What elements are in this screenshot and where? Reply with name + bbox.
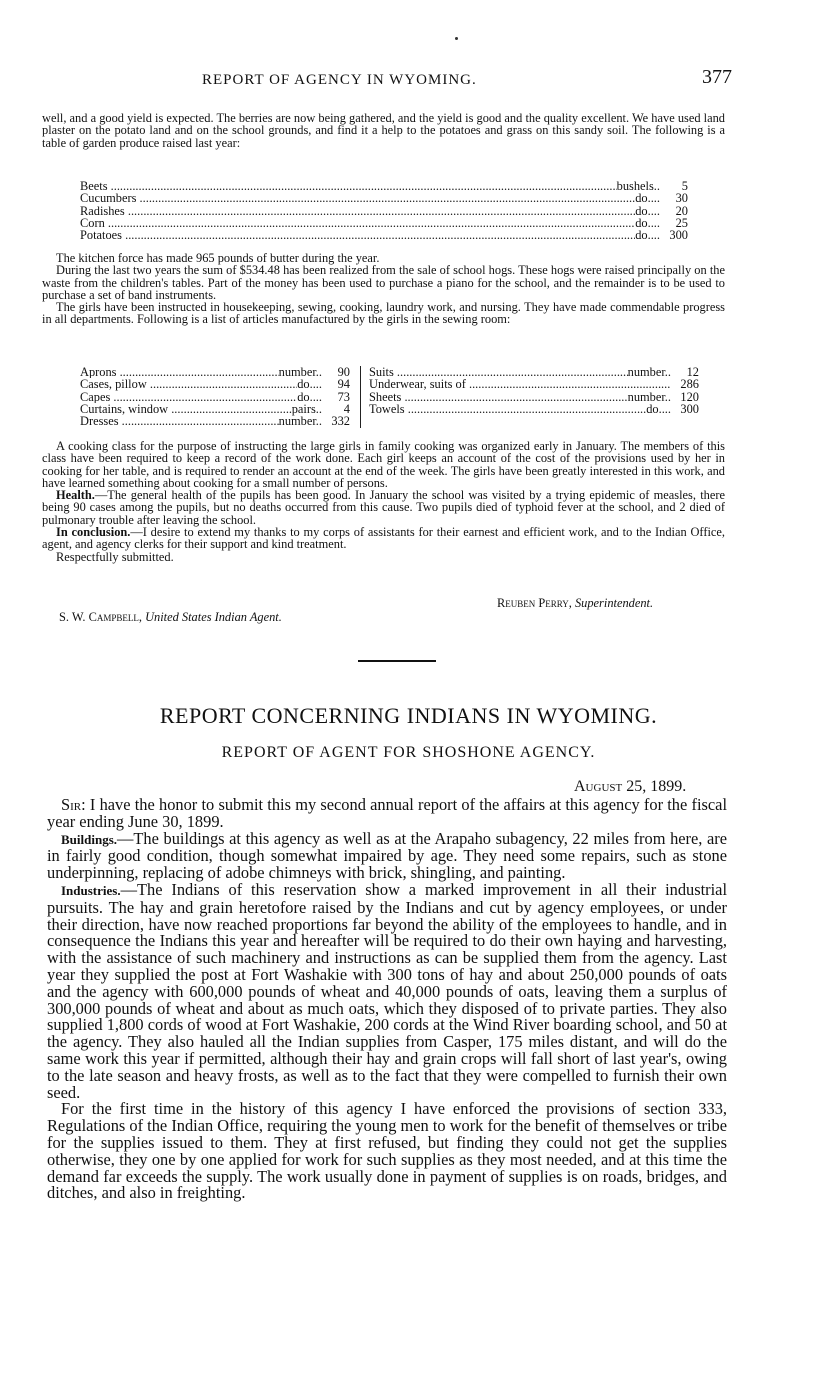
article-item: Towels ..... <box>369 403 646 415</box>
table-row <box>80 192 688 204</box>
signature-title: Superintendent. <box>574 596 654 610</box>
conclusion-heading: In conclusion. <box>56 525 131 540</box>
produce-item: Corn ..... <box>80 217 635 229</box>
article-value: 286 <box>680 377 699 392</box>
industries-heading: Industries. <box>61 882 121 898</box>
article-value: 90 <box>337 365 350 379</box>
table-row <box>369 403 699 415</box>
article-unit: number.. <box>627 365 671 379</box>
health-text: —The general health of the pupils has been good. In January the school was visited by a trying epidemic of measles, there being 90 cases among the pupils, but no deaths occurred from this cause. Two pupils died of typhoid fever at the school, and 2 died of pulmonary trouble after leaving the school. <box>42 488 725 527</box>
article-item: Underwear, suits of ..... <box>369 378 671 390</box>
article-item: Dresses ..... <box>80 415 279 427</box>
article-value: 332 <box>331 414 350 429</box>
page-number: 377 <box>702 66 732 88</box>
article-item: Curtains, window ..... <box>80 403 292 415</box>
paragraph: During the last two years the sum of $534.48 has been realized from the sale of school hogs. These hogs were raised principally on the waste from the children's tables. Part of the money has been used to purchase a piano for the school, and the remainder is to be used to purchase a set of band instruments. <box>42 263 725 302</box>
article-unit: do.... <box>297 377 322 392</box>
report-date: August 25, 1899. <box>574 778 687 795</box>
sir-text: I have the honor to submit this my second annual report of the affairs at this agency for the fiscal year ending June 30, 1899. <box>47 795 727 831</box>
article-unit: number.. <box>278 365 322 379</box>
article-item: Suits ..... <box>369 366 628 378</box>
produce-item: Beets ..... <box>80 180 617 192</box>
buildings-text: —The buildings at this agency as well as at the Arapaho subagency, 22 miles from here, are in fairly good condition, though somewhat impaired by age. They need some repairs, such as stone underpinning, replacing of adobe chimneys with brick, shingling, and painting. <box>47 828 727 883</box>
section-title: REPORT CONCERNING INDIANS IN WYOMING. <box>159 703 658 728</box>
signature-name: Reuben Perry <box>497 596 569 610</box>
upper-paragraph <box>42 112 725 149</box>
produce-table <box>80 180 688 241</box>
table-row <box>369 366 699 378</box>
health-paragraph <box>42 489 725 526</box>
paragraph: The kitchen force has made 965 pounds of butter during the year. <box>56 251 380 265</box>
produce-value: 30 <box>675 191 688 206</box>
report-body <box>47 797 727 1202</box>
article-value: 73 <box>337 389 350 404</box>
article-unit: do.... <box>646 401 671 416</box>
article-unit: number.. <box>627 389 671 404</box>
article-item: Capes ..... <box>80 391 297 403</box>
produce-item: Potatoes ..... <box>80 229 635 241</box>
article-unit: do.... <box>297 389 322 404</box>
table-row <box>80 180 688 192</box>
article-value: 300 <box>680 401 699 416</box>
industries-paragraph <box>47 879 727 1102</box>
produce-unit: bushels.. <box>616 179 660 193</box>
produce-unit: do.... <box>635 215 660 230</box>
table-row <box>80 217 688 229</box>
table-row <box>80 415 350 427</box>
table-row <box>80 378 350 390</box>
article-item: Sheets ..... <box>369 391 628 403</box>
lower-text <box>42 440 725 563</box>
produce-item: Cucumbers ..... <box>80 192 635 204</box>
buildings-paragraph <box>47 828 727 883</box>
after-produce-text <box>42 252 725 326</box>
agent-line <box>59 610 282 625</box>
running-title: REPORT OF AGENCY IN WYOMING. <box>202 72 477 88</box>
superintendent-signature: Reuben Perry, Superintendent. <box>497 596 654 610</box>
sir-paragraph <box>47 797 727 831</box>
produce-unit: do.... <box>635 191 660 206</box>
agent-name: S. W. Campbell, <box>59 610 142 624</box>
first-time-paragraph: For the first time in the history of this agency I have enforced the provisions of section 333, Regulations of the Indian Office, requiring the young men to work for the benefit of themselves or tribe for the supplies issued to them. They at first refused, but finding they could not get the supplies otherwise, they one by one applied for work for such supplies as they most needed, and at this time the demand far exceeds the supply. The work usually done in payment of supplies is on roads, bridges, and ditches, and also in freighting. <box>47 1099 727 1203</box>
paragraph: The girls have been instructed in housekeeping, sewing, cooking, laundry work, and nursing. They have made commendable progress in all departments. Following is a list of articles manufactured by the girls in the sewing room: <box>42 300 725 327</box>
agent-title: United States Indian Agent. <box>145 610 282 624</box>
article-item: Cases, pillow ..... <box>80 378 297 390</box>
table-row <box>80 229 688 241</box>
article-unit: number.. <box>278 414 322 429</box>
page-header <box>42 66 732 92</box>
speck-mark <box>455 37 458 40</box>
produce-value: 25 <box>675 215 688 230</box>
conclusion-paragraph <box>42 526 725 551</box>
respectfully-line: Respectfully submitted. <box>56 549 174 564</box>
articles-right-column <box>360 366 699 428</box>
articles-left-column <box>80 366 350 427</box>
produce-unit: do.... <box>635 228 660 243</box>
article-value: 120 <box>680 389 699 404</box>
produce-value: 5 <box>681 179 688 193</box>
salutation: Sir: <box>61 795 86 814</box>
table-row <box>369 378 699 390</box>
section-divider <box>358 660 436 662</box>
health-heading: Health. <box>56 488 95 503</box>
section-subtitle: REPORT OF AGENT FOR SHOSHONE AGENCY. <box>221 744 596 761</box>
table-row <box>80 205 688 217</box>
industries-text: —The Indians of this reservation show a marked improvement in all their industrial pursuits. The hay and grain heretofore raised by the Indians and cut by agency employees, or under their direction, have now reached proportions far beyond the ability of the employees to handle, and in consequence the Indians this year and hereafter will be required to do their own haying and harvesting, with the assistance of such machinery and instructions as can be supplied them from the agency. Last year they supplied the post at Fort Washakie with 300 tons of hay and about 250,000 pounds of oats and the agency with 600,000 pounds of wheat and 40,000 pounds of oats, leaving them a surplus of 300,000 pounds of wheat and about as much oats, which they disposed of to private parties. They also supplied 1,800 cords of wood at Fort Washakie, 200 cords at the Wind River boarding school, and 50 at the agency. They also hauled all the Indian supplies from Casper, 175 miles distant, and will do the same work this year if permitted, although their hay and grain crops will fall short of last year's, owing to the late season and heavy frosts, as well as to the fact that they were compelled to furnish their own seed. <box>47 879 727 1102</box>
article-value: 94 <box>337 377 350 392</box>
conclusion-text: —I desire to extend my thanks to my corps of assistants for their earnest and efficient work, and to the Indian Office, agent, and agency clerks for their support and kind treatment. <box>42 525 725 552</box>
paragraph: well, and a good yield is expected. The berries are now being gathered, and the yield is good and the quality excellent. We have used land plaster on the potato land and on the school grounds, and find it a help to the potatoes and grass on this sandy soil. The following is a table of garden produce raised last year: <box>42 111 725 150</box>
article-item: Aprons ..... <box>80 366 279 378</box>
produce-unit: do.... <box>635 203 660 218</box>
article-unit: pairs.. <box>291 401 322 416</box>
article-value: 4 <box>343 401 350 416</box>
article-value: 12 <box>686 365 699 379</box>
cooking-paragraph: A cooking class for the purpose of instructing the large girls in family cooking was organized early in January. The members of this class have been required to keep a record of the work done. Each girl keeps an account of the cost of the provisions used by her in cooking for her table, and is required to render an account at the end of the week. The girls have been greatly interested in this work, and have learned something about cooking for a small number of persons. <box>42 439 725 490</box>
buildings-heading: Buildings. <box>61 831 118 847</box>
produce-value: 300 <box>669 228 688 243</box>
produce-item: Radishes ..... <box>80 205 635 217</box>
produce-value: 20 <box>675 203 688 218</box>
